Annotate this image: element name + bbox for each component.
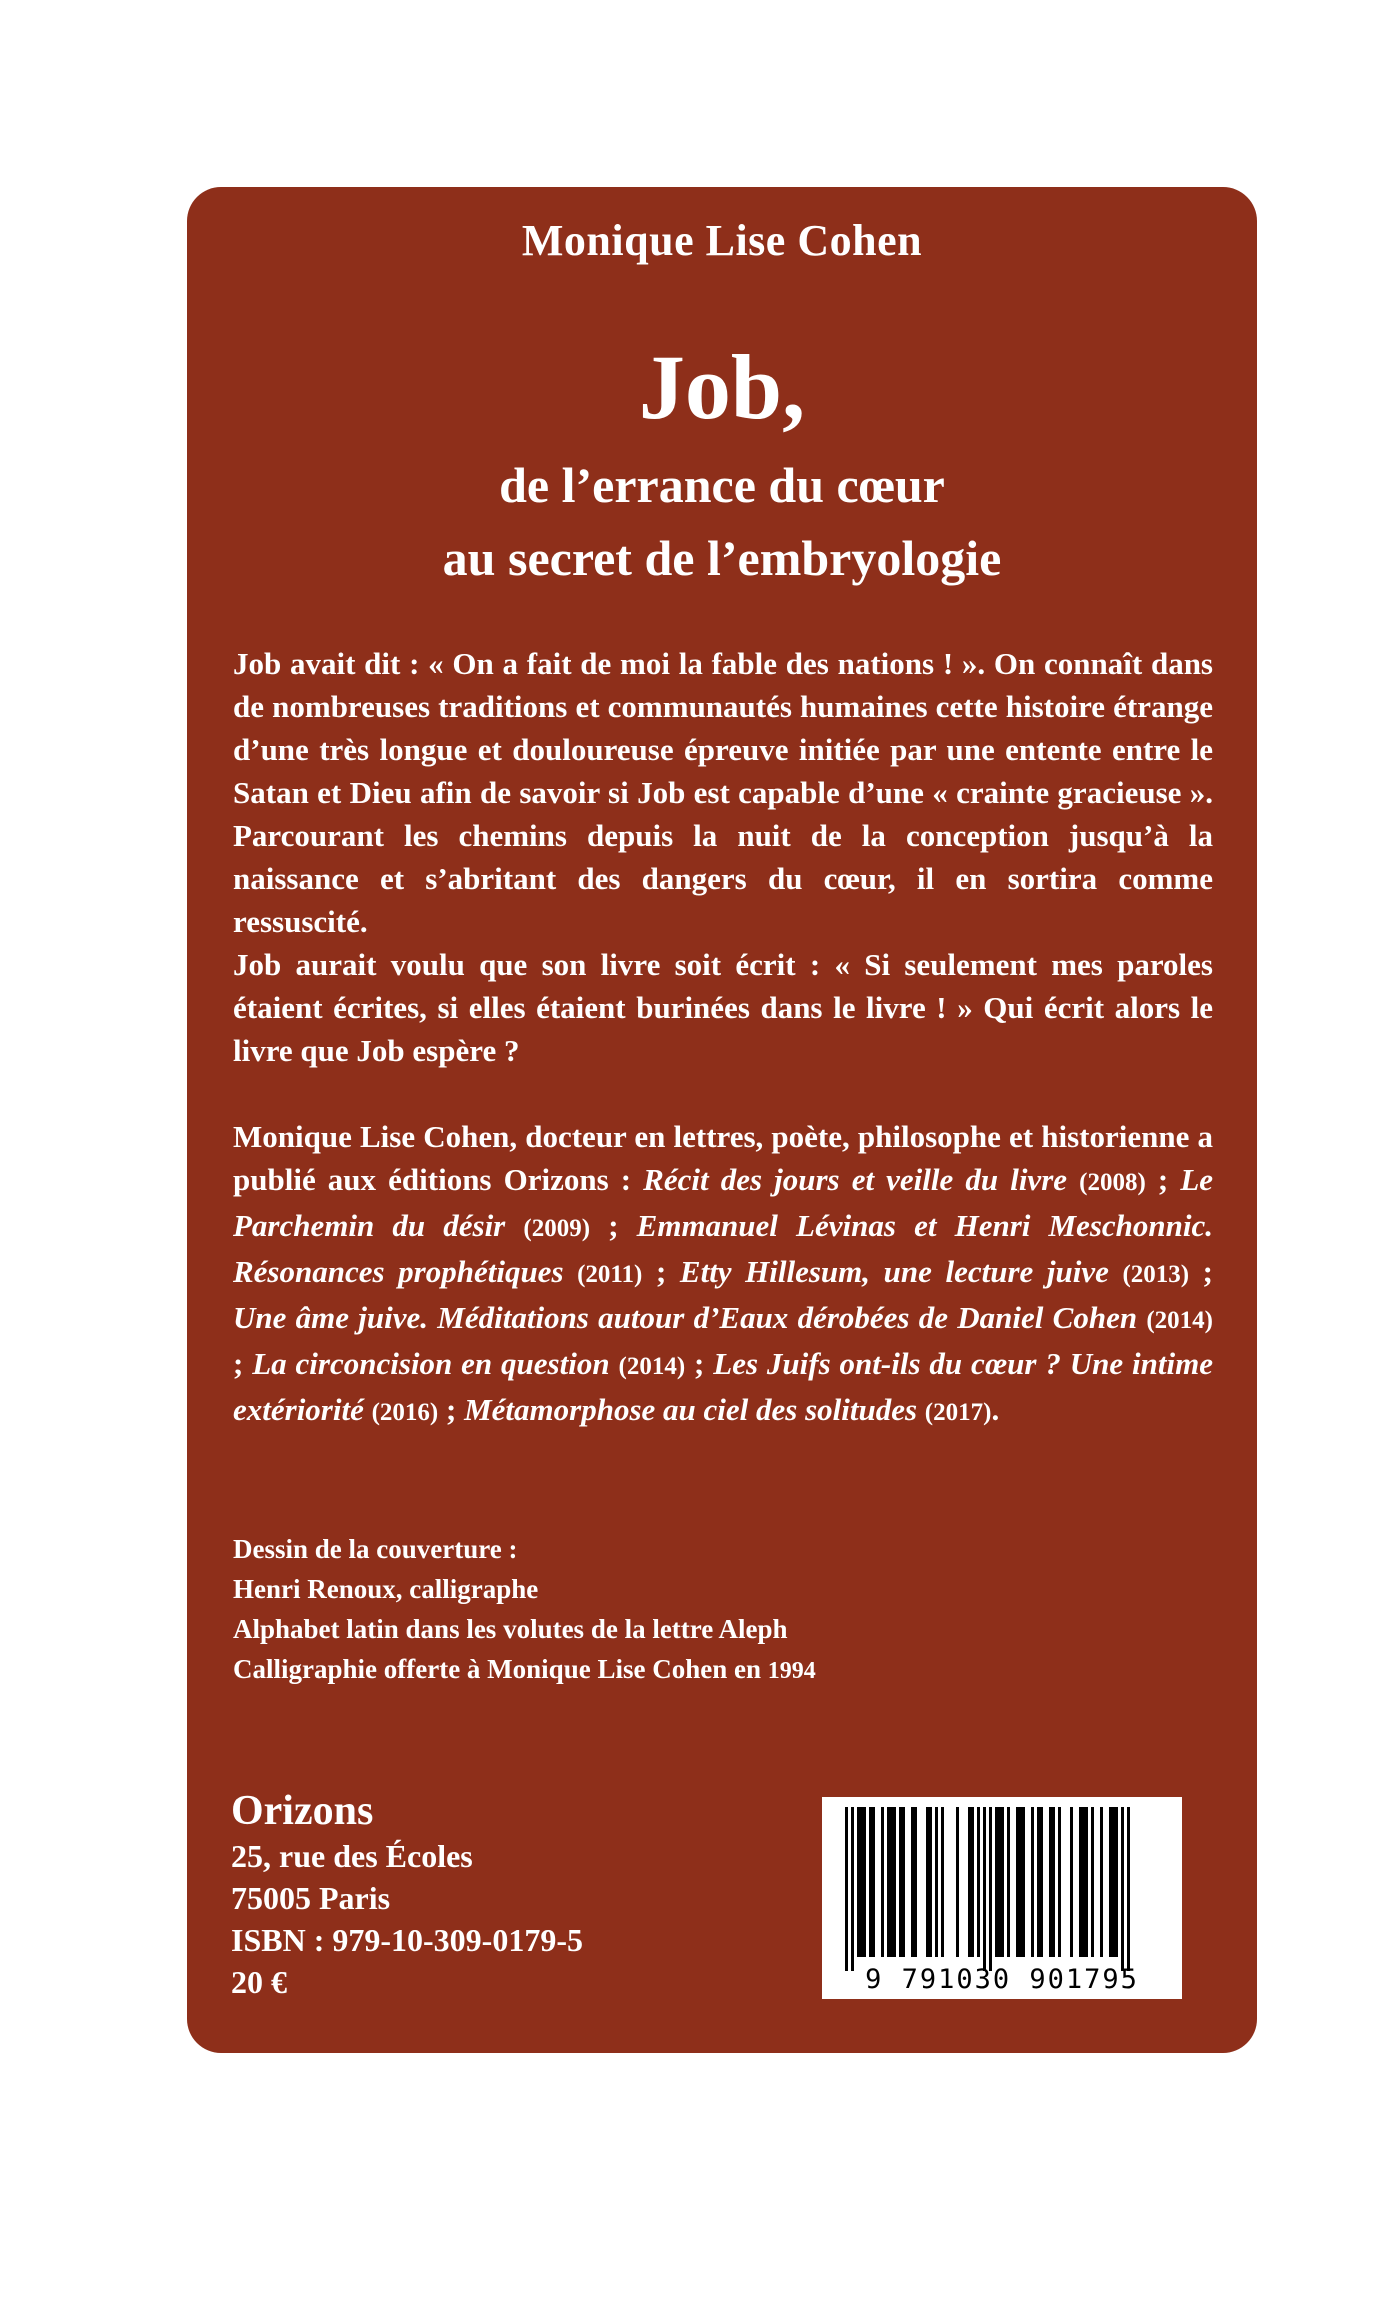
- barcode-bar: [1070, 1807, 1073, 1957]
- isbn: ISBN : 979-10-309-0179-5: [231, 1922, 583, 1958]
- bio-work-year: (2013): [1122, 1261, 1190, 1288]
- bio-work-year: (2011): [577, 1261, 643, 1288]
- bio-separator: ;: [590, 1208, 637, 1243]
- barcode-bar: [935, 1807, 938, 1957]
- publisher-info: [231, 1835, 583, 2003]
- barcode-bar: [1100, 1807, 1103, 1957]
- publisher-city: 75005 Paris: [231, 1880, 391, 1916]
- barcode-bar: [1091, 1807, 1094, 1957]
- bio-separator: .: [991, 1392, 1000, 1427]
- back-cover: [187, 187, 1257, 2053]
- author-bio: [233, 1115, 1213, 1434]
- bio-work-year: (2016): [371, 1399, 439, 1426]
- barcode-bar: [989, 1807, 992, 1971]
- barcode-bar: [863, 1807, 866, 1957]
- barcode-bar: [1079, 1807, 1082, 1957]
- barcode-bar: [1121, 1807, 1124, 1971]
- barcode-bar: [1007, 1807, 1010, 1957]
- barcode-bar: [995, 1807, 998, 1957]
- bio-work-title: Emmanuel Lévinas et Henri Meschonnic. Résonances prophétiques: [233, 1208, 1213, 1289]
- barcode-bar: [1031, 1807, 1034, 1957]
- bio-work-year: (2009): [523, 1215, 591, 1242]
- bio-separator: ;: [1189, 1254, 1214, 1289]
- credits-line-text: Calligraphie offerte à Monique Lise Cohen en: [233, 1654, 768, 1684]
- barcode-bar: [881, 1807, 884, 1957]
- barcode-bar: [1127, 1807, 1130, 1971]
- barcode-bar: [998, 1807, 1001, 1957]
- barcode-bar: [860, 1807, 863, 1957]
- barcode-bar: [1109, 1807, 1112, 1957]
- barcode-bar: [857, 1807, 860, 1957]
- subtitle-line-2: au secret de l’embryologie: [442, 530, 1002, 586]
- bio-work-title: Une âme juive. Méditations autour d’Eaux dérobées de Daniel Cohen: [233, 1300, 1138, 1335]
- barcode-bar: [890, 1807, 893, 1957]
- barcode-bar: [1049, 1807, 1052, 1957]
- bio-intro: Monique Lise Cohen, docteur en lettres, poète, philosophe et historienne a publié aux éditions Orizons :: [233, 1119, 1213, 1197]
- barcode-bar: [1019, 1807, 1022, 1957]
- bio-work-year: (2014): [1146, 1307, 1214, 1334]
- barcode-bar: [1082, 1807, 1085, 1957]
- bio-work-title: Le Parchemin du désir: [233, 1162, 1214, 1243]
- bio-work-title: Récit des jours et veille du livre: [643, 1162, 1068, 1197]
- barcode-bar: [1115, 1807, 1118, 1957]
- author-name: Monique Lise Cohen: [521, 216, 923, 265]
- barcode-bar: [956, 1807, 959, 1957]
- barcode-bar: [1085, 1807, 1088, 1957]
- bio-work-title: Métamorphose au ciel des solitudes: [464, 1392, 918, 1427]
- barcode-bar: [971, 1807, 974, 1957]
- bio-work-title: Etty Hillesum, une lecture juive: [679, 1254, 1109, 1289]
- bio-separator: ;: [438, 1392, 465, 1427]
- barcode-digits: 9 791030 901795: [865, 1964, 1139, 1995]
- barcode-bar: [968, 1807, 971, 1957]
- barcode-bar: [929, 1807, 932, 1957]
- bio-work-year: (2014): [618, 1353, 686, 1380]
- credits-line: Dessin de la couverture :: [233, 1534, 518, 1564]
- barcode-bar: [851, 1807, 854, 1971]
- book-title: Job,: [638, 336, 806, 438]
- bio-work-title: Les Juifs ont-ils du cœur ? Une intime extériorité: [233, 1346, 1214, 1427]
- credits-line: Alphabet latin dans les volutes de la lettre Aleph: [233, 1614, 788, 1644]
- blurb-paragraph-1: Job avait dit : « On a fait de moi la fable des nations ! ». On connaît dans de nombreuses traditions et communautés humaines cette histoire étrange d’une très longue et douloureuse épreuve initiée par une entente entre le Satan et Dieu afin de savoir si Job est capable d’une « crainte gracieuse ». Parcourant les chemins depuis la nuit de la conception jusqu’à la naissance et s’abritant des dangers du cœur, il en sortira comme ressuscité.: [233, 646, 1213, 939]
- bio-separator: ;: [1145, 1162, 1181, 1197]
- barcode-bar: [1052, 1807, 1055, 1957]
- barcode-bar: [911, 1807, 914, 1957]
- blurb-paragraph-2: Job aurait voulu que son livre soit écrit : « Si seulement mes paroles étaient écrites, si elles étaient burinées dans le livre ! » Qui écrit alors le livre que Job espère ?: [233, 947, 1213, 1068]
- barcode-bar: [1016, 1807, 1019, 1957]
- credits-line: Henri Renoux, calligraphe: [233, 1574, 539, 1604]
- barcode-bar: [1040, 1807, 1043, 1957]
- barcode-bar: [941, 1807, 944, 1957]
- publisher-name: Orizons: [231, 1788, 374, 1834]
- bio-work-title: La circoncision en question: [252, 1346, 610, 1381]
- credits-line: [233, 1649, 1213, 1691]
- bio-work-year: (2017): [924, 1399, 992, 1426]
- publisher-street: 25, rue des Écoles: [231, 1838, 473, 1874]
- barcode-bar: [1037, 1807, 1040, 1957]
- bio-separator: ;: [642, 1254, 680, 1289]
- book-subtitle: [187, 449, 1257, 595]
- bio-separator: ;: [685, 1346, 714, 1381]
- credits-year: 1994: [767, 1658, 816, 1684]
- barcode-bar: [1112, 1807, 1115, 1957]
- barcode-bar: [887, 1807, 890, 1957]
- barcode-bar: [914, 1807, 917, 1957]
- barcode-bar: [1001, 1807, 1004, 1957]
- cover-credits: [233, 1529, 1213, 1691]
- barcode-bar: [902, 1807, 905, 1957]
- barcode-bar: [1058, 1807, 1061, 1957]
- barcode-bar: [983, 1807, 986, 1971]
- barcode-bar: [893, 1807, 896, 1957]
- barcode-bar: [869, 1807, 872, 1957]
- barcode-bar: [926, 1807, 929, 1957]
- bio-work-year: (2008): [1079, 1169, 1146, 1196]
- barcode-bar: [1022, 1807, 1025, 1957]
- bio-separator: ;: [233, 1346, 253, 1381]
- barcode: [822, 1797, 1182, 1999]
- barcode-bar: [845, 1807, 848, 1971]
- subtitle-line-1: de l’errance du cœur: [499, 457, 945, 513]
- bio-works: [233, 1162, 1213, 1427]
- barcode-bar: [899, 1807, 902, 1957]
- blurb-text: [233, 642, 1213, 1072]
- barcode-bar: [872, 1807, 875, 1957]
- price: 20 €: [231, 1964, 287, 2000]
- barcode-bar: [977, 1807, 980, 1957]
